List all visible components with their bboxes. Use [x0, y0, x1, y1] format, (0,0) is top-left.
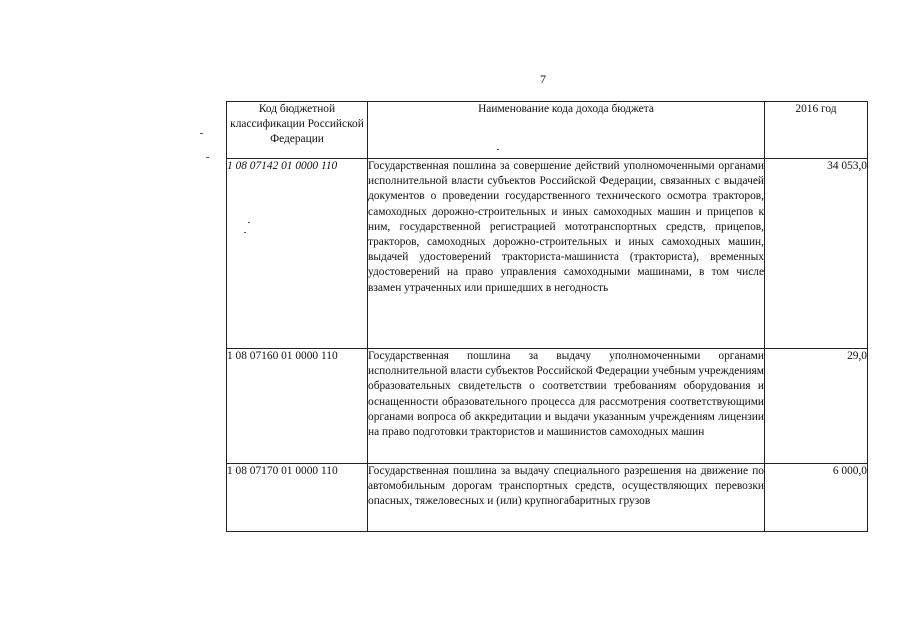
- row-value: 6 000,0: [765, 464, 868, 532]
- header-year: 2016 год: [765, 102, 868, 159]
- row-value: 29,0: [765, 349, 868, 464]
- table-header-row: [227, 102, 868, 159]
- row-code: 1 08 07160 01 0000 110: [227, 349, 368, 464]
- row-code: 1 08 07142 01 0000 110: [227, 159, 368, 349]
- row-name: Государственная пошлина за выдачу специального разрешения на движение по автомобильным дорогам транспортных средств, осуществляющих перевозки опасных, тяжеловесных и (или) крупногабаритных грузов: [368, 464, 765, 532]
- budget-revenue-table: [226, 101, 868, 532]
- header-code: Код бюджетной классификации Российской Федерации: [227, 102, 368, 159]
- scan-mark: [206, 157, 209, 158]
- scan-mark: [200, 133, 203, 134]
- table-row: [227, 349, 868, 464]
- table-row: [227, 159, 868, 349]
- row-code: 1 08 07170 01 0000 110: [227, 464, 368, 532]
- table-row: [227, 464, 868, 532]
- row-name: Государственная пошлина за совершение действий уполномоченными органами исполнительной власти субъектов Российской Федерации, связанных с выдачей документов о проведении государственного технического осмотра тракторов, самоходных дорожно-строительных и иных самоходных машин и прицепов к ним, государственной регистрацией мототранспортных средств, прицепов, тракторов, самоходных дорожно-строительных и иных самоходных машин, выдачей удостоверений тракториста-машиниста (тракториста), временных удостоверений на право управления самоходными машинами, в том числе взамен утраченных или пришедших в негодность: [368, 159, 765, 349]
- row-value: 34 053,0: [765, 159, 868, 349]
- page-number: 7: [540, 72, 546, 86]
- header-name: Наименование кода дохода бюджета: [368, 102, 765, 159]
- row-name: Государственная пошлина за выдачу уполномоченными органами исполнительной власти субъектов Российской Федерации учебным учреждениям образовательных свидетельств о соответствии требованиям оборудования и оснащенности образовательного процесса для рассмотрения соответствующими органами вопроса об аккредитации и выдачи указанным учреждениям лицензии на право подготовки трактористов и машинистов самоходных машин: [368, 349, 765, 464]
